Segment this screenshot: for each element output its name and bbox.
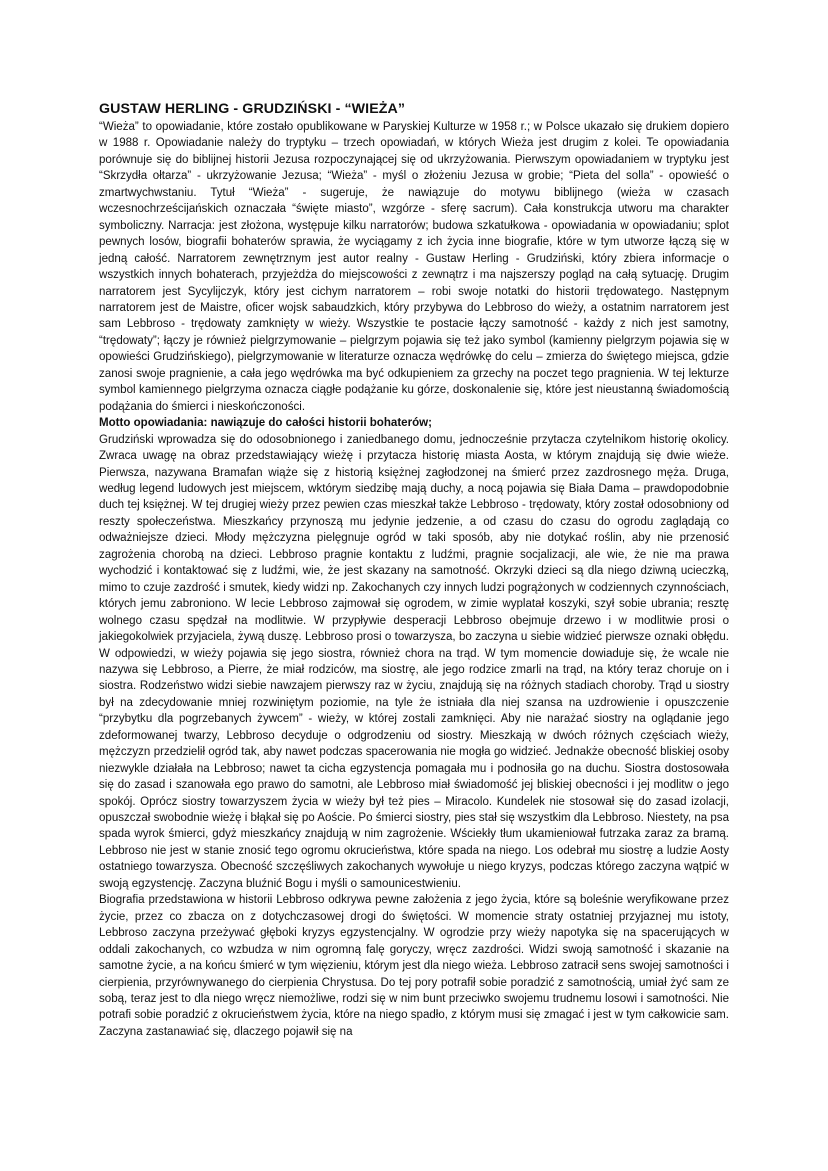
motto-heading: Motto opowiadania: nawiązuje do całości historii bohaterów;	[99, 417, 432, 430]
document-title: GUSTAW HERLING - GRUDZIŃSKI - “WIEŻA”	[99, 101, 406, 117]
paragraph-biography: Biografia przedstawiona w historii Lebbroso odkrywa pewne założenia z jego życia, które są boleśnie weryfikowane przez życie, przez co zbacza on z dotychczasowej drogi do świętości. W momencie straty ostatniej przyjaznej mu istoty, Lebbroso zaczyna przeżywać głęboki kryzys egzystencjalny. W ogrodzie przy wieży napotyka się na spacerujących w oddali zakochanych, co wzbudza w nim ogromną falę goryczy, wręcz zazdrości. Widzi swoją samotność i skazanie na samotne życie, a na końcu śmierć w tym więzieniu, którym jest dla niego wieża. Lebbroso zatracił sens swojej samotności i cierpienia, przyrównywanego do cierpienia Chrystusa. Do tej pory potrafił sobie poradzić z samotnością, umiał żyć sam ze sobą, teraz jest to dla niego wręcz niemożliwe, rodzi się w nim bunt przeciwko swojemu trudnemu losowi i samotności. Nie potrafi sobie poradzić z okrucieństwem życia, które na niego spadło, z którym musi się zmagać i jest w tym całkowicie sam. Zaczyna zastanawiać się, dlaczego pojawił się na	[99, 894, 729, 1038]
paragraph-story: Grudziński wprowadza się do odosobnionego i zaniedbanego domu, jednocześnie przytacza czytelnikom historię okolicy. Zwraca uwagę na obraz przedstawiający wieżę i przytacza historię miasta Aosta, w którym znajdują się dwie wieże. Pierwsza, nazywana Bramafan wiąże się z historią księżnej zagłodzonej na śmierć przez zazdrosnego męża. Druga, według legend ludowych jest miejscem, wktórym siedzibę mają duchy, a nocą pojawia się Biała Dama – prawdopodobnie duch tej księżnej. W tej drugiej wieży przez pewien czas mieszkał także Lebbroso - trędowaty, który został odosobniony od reszty społeczeństwa. Mieszkańcy przynoszą mu jedynie jedzenie, a od czasu do czasu do ogrodu zaglądają co odważniejsze dzieci. Młody mężczyzna pielęgnuje ogród w taki sposób, aby nie dotykać roślin, aby nie przenosić zagrożenia chorobą na dzieci. Lebbroso pragnie kontaktu z ludźmi, pragnie socjalizacji, ale wie, że nie ma prawa wychodzić i kontaktować się z ludźmi, wie, że jest skazany na samotność. Okrzyki dzieci są dla niego dziwną ucieczką, mimo to czuje zazdrość i smutek, kiedy widzi np. Zakochanych czy innych ludzi pogrążonych w codziennych czynnościach, których jemu zabroniono. W lecie Lebbroso zajmował się ogrodem, w zimie wyplatał koszyki, szył sobie ubrania; resztę wolnego czasu spędzał na modlitwie. W przypływie desperacji Lebbroso obejmuje drzewo i w modlitwie prosi o jakiegokolwiek przyjaciela, żywą duszę. Lebbroso prosi o towarzysza, bo zaczyna u siebie widzieć pierwsze oznaki obłędu. W odpowiedzi, w wieży pojawia się jego siostra, również chora na trąd. W tym momencie dowiaduje się, że wcale nie nazywa się Lebbroso, a Pierre, że miał rodziców, ma siostrę, ale jego rodzice zmarli na trąd, na który teraz choruje on i siostra. Rodzeństwo widzi siebie nawzajem pierwszy raz w życiu, znajdują się na różnych stadiach choroby. Trąd u siostry był na zdecydowanie mniej rozwiniętym poziomie, na tyle że istniała dla niej szansa na uzdrowienie i opuszczenie “przybytku dla pogrzebanych żywcem” - wieży, w której zostali zamknięci. Aby nie narażać siostry na oglądanie jego zdeformowanej twarzy, Lebbroso decyduje o odgrodzeniu od siostry. Mieszkają w dwóch różnych częściach wieży, mężczyzn przedzielił ogród tak, aby nawet podczas spacerowania nie mogła go widzieć. Jednakże obecność bliskiej osoby niezwykle działała na Lebbroso; nawet ta cicha egzystencja pomagała mu i podnosiła go na duchu. Siostra dostosowała się do zasad i szanowała ego prawo do samotni, ale Lebbroso miał świadomość jej bliskiej obecności i jej modlitw o jego spokój. Oprócz siostry towarzyszem życia w wieży był też pies – Miracolo. Kundelek nie stosował się do zasad izolacji, opuszczał swobodnie wieżę i błąkał się po Aoście. Po śmierci siostry, pies stał się wszystkim dla Lebbroso. Niestety, na psa spada wyrok śmierci, gdyż mieszkańcy znajdują w nim zagrożenie. Wściekły tłum ukamieniował futrzaka zaraz za bramą. Lebbroso nie jest w stanie znosić tego ogromu okrucieństwa, które spada na niego. Los odebrał mu siostrę a ludzie Aosty ostatniego towarzysza. Obecność szczęśliwych zakochanych wywołuje u niego kryzys, podczas którego zaczyna wątpić w swoją egzystencję. Zaczyna bluźnić Bogu i myśli o samounicestwieniu.	[99, 433, 729, 890]
document-body	[99, 100, 729, 1040]
paragraph-intro: “Wieża” to opowiadanie, które zostało opublikowane w Paryskiej Kulturze w 1958 r.; w Polsce ukazało się drukiem dopiero w 1988 r. Opowiadanie należy do tryptyku – trzech opowiadań, w których Wieża jest drugim z kolei. Te opowiadania porównuje się do biblijnej historii Jezusa rozpoczynającej się od ukrzyżowania. Pierwszym opowiadaniem w tryptyku jest “Skrzydła ołtarza” - ukrzyżowanie Jezusa; “Wieża” - myśl o złożeniu Jezusa w grobie; “Pieta del solla” - opowieść o zmartwychwstaniu. Tytuł “Wieża” - sugeruje, że nawiązuje do motywu biblijnego (wieża w czasach wczesnochrześcijańskich oznaczała “święte miasto”, wzgórze - sferę sacrum). Cała konstrukcja utworu ma charakter symboliczny. Narracja: jest złożona, występuje kilku narratorów; budowa szkatułkowa - opowiadania w opowiadaniu; splot pewnych losów, biografii bohaterów sprawia, że wyciągamy z ich życia inne biografie, które w tym utworze łączą się w jedną całość. Narratorem zewnętrznym jest autor realny - Gustaw Herling - Grudziński, który zbiera informacje o wszystkich innych bohaterach, przyjeżdża do miejscowości z zewnątrz i ma najszerszy pogląd na całą sytuację. Drugim narratorem jest Sycylijczyk, który jest cichym narratorem – robi swoje notatki do historii trędowatego. Następnym narratorem jest de Maistre, oficer wojsk sabaudzkich, który przybywa do Lebbroso do wieży, a ostatnim narratorem jest sam Lebbroso - trędowaty zamknięty w wieży. Wszystkie te postacie łączy samotność - każdy z nich jest samotny, “trędowaty”; łączy je również pielgrzymowanie – pielgrzym pojawia się też jako symbol (kamienny pielgrzym pojawia się w opowieści Grudzińskiego), pielgrzymowanie w literaturze oznacza wędrówkę do celu – zmierza do świętego miejsca, gdzie zanosi swoje pragnienie, a cała jego wędrówka ma być odkupieniem za grzechy na poczet tego pragnienia. W tej lekturze symbol kamiennego pielgrzyma oznacza ciągłe podążanie ku górze, doskonalenie się, które jest nieustanną świadomością podążania do śmierci i nieskończoności.	[99, 121, 729, 413]
